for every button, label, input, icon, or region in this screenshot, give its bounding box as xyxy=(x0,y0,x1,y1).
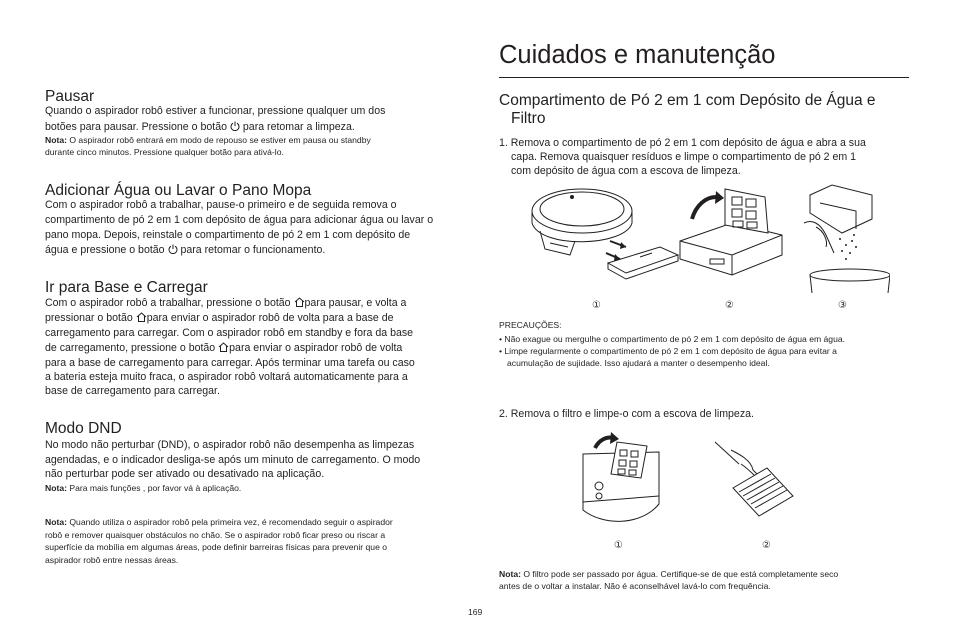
body-text-part: de carregamento, pressione o botão xyxy=(45,342,216,354)
precaution-item: • Não exague ou mergulhe o compartimento de pó 2 em 1 com depósito de água em água. xyxy=(499,334,846,344)
dustbin-drawing xyxy=(608,247,678,279)
filter-removal-illustration xyxy=(555,430,795,530)
section-heading-agua: Adicionar Água ou Lavar o Pano Mopa xyxy=(45,182,312,199)
note-label: Nota: xyxy=(45,483,67,493)
figure-label: ② xyxy=(762,540,771,551)
body-text xyxy=(45,341,402,357)
body-text: carregamento para carregar. Com o aspirador robô em standby e fora da base xyxy=(45,327,414,339)
brush-cleaning-drawing xyxy=(715,442,793,516)
step-text: 1. Remova o compartimento de pó 2 em 1 com depósito de água e abra a sua xyxy=(499,137,866,149)
body-text: Quando o aspirador robô estiver a funcionar, pressione qualquer um dos xyxy=(45,105,386,117)
body-text: compartimento de pó 2 em 1 com depósito de água para adicionar água ou lavar o xyxy=(45,214,434,226)
note-text: durante cinco minutos. Pressione qualquer botão para ativá-lo. xyxy=(45,147,284,157)
note-body: O filtro pode ser passado por água. Certifique-se de que está completamente seco xyxy=(523,569,839,579)
precaution-text: Limpe regularmente o compartimento de pó 2 em 1 com depósito de água para evitar a xyxy=(504,346,837,356)
page-title: Cuidados e manutenção xyxy=(499,41,776,69)
note-text xyxy=(499,568,838,580)
note-text: aspirador robô entre nessas áreas. xyxy=(45,555,179,565)
precaution-item: • Limpe regularmente o compartimento de pó 2 em 1 com depósito de água para evitar a xyxy=(499,346,837,356)
robot-vacuum-drawing xyxy=(532,189,632,255)
note-text: robô e remover quaisquer obstáculos no chão. Se o aspirador robô ficar preso ou riscar a xyxy=(45,530,386,540)
step-text: 2. Remova o filtro e limpe-o com a escova de limpeza. xyxy=(499,408,754,420)
open-dustbin-filter-drawing xyxy=(583,432,659,521)
note-body: Para mais funções , por favor vá à aplicação. xyxy=(69,483,242,493)
power-icon xyxy=(230,121,240,131)
body-text: No modo não perturbar (DND), o aspirador robô não desempenha as limpezas xyxy=(45,439,415,451)
section-heading-base: Ir para Base e Carregar xyxy=(45,279,208,296)
home-icon xyxy=(218,342,229,352)
body-text xyxy=(45,311,393,327)
section-heading-compartimento: Compartimento de Pó 2 em 1 com Depósito de Água e xyxy=(499,92,876,109)
body-text-part: para enviar o aspirador robô de volta xyxy=(229,342,403,354)
body-text: a bateria esteja muito fraca, o aspirador robô voltará automaticamente para a xyxy=(45,371,408,383)
body-text: Com o aspirador robô a trabalhar, pause-o primeiro e de seguida remova o xyxy=(45,199,397,211)
figure-label: ③ xyxy=(838,300,847,311)
power-icon xyxy=(168,244,178,254)
body-text: agendadas, e o indicador desliga-se após um minuto de carregamento. O modo xyxy=(45,454,421,466)
body-text-part: água e pressione o botão xyxy=(45,244,165,256)
body-text: pano mopa. Depois, reinstale o compartimento de pó 2 em 1 com depósito de xyxy=(45,229,411,241)
emptying-drawing xyxy=(804,185,890,293)
note-text xyxy=(45,134,371,146)
figure-label: ① xyxy=(592,300,601,311)
note-text xyxy=(45,482,241,494)
section-heading-pausar: Pausar xyxy=(45,88,95,105)
body-text-part: Com o aspirador robô a trabalhar, pressione o botão xyxy=(45,297,291,309)
body-text: para a base de carregamento para carregar. Após terminar uma tarefa ou caso xyxy=(45,357,415,369)
note-text: superfície da mobília em algumas áreas, pode definir barreiras físicas para prevenir que o xyxy=(45,542,388,552)
figure-label: ② xyxy=(725,300,734,311)
body-text: não perturbar pode ser ativado ou desativado na aplicação. xyxy=(45,468,325,480)
body-text-part: pressionar o botão xyxy=(45,312,133,324)
note-label: Nota: xyxy=(45,517,67,527)
section-heading-compartimento-cont: Filtro xyxy=(511,110,546,127)
note-label: Nota: xyxy=(499,569,521,579)
title-rule xyxy=(499,77,909,78)
precaution-text: Não exague ou mergulhe o compartimento de pó 2 em 1 com depósito de água em água. xyxy=(504,334,846,344)
precautions-title: PRECAUÇÕES: xyxy=(499,320,562,330)
note-body: Quando utiliza o aspirador robô pela primeira vez, é recomendado seguir o aspirador xyxy=(69,517,393,527)
figure-label: ① xyxy=(614,540,623,551)
step-text: capa. Remova quaisquer resíduos e limpe o compartimento de pó 2 em 1 xyxy=(511,151,857,163)
step-text: com depósito de água com a escova de limpeza. xyxy=(511,165,741,177)
note-body: O aspirador robô entrará em modo de repouso se estiver em pausa ou standby xyxy=(69,135,371,145)
body-text xyxy=(45,296,406,312)
body-text-part: botões para pausar. Pressione o botão xyxy=(45,121,227,133)
body-text-part: para retomar o funcionamento. xyxy=(180,244,326,256)
body-text-part: para retomar a limpeza. xyxy=(242,121,355,133)
body-text xyxy=(45,243,325,259)
home-icon xyxy=(136,312,147,322)
note-label: Nota: xyxy=(45,135,67,145)
precaution-text: acumulação de sujidade. Isso ajudará a manter o desempenho ideal. xyxy=(507,358,770,368)
body-text-part: para pausar, e volta a xyxy=(304,297,407,309)
body-text: base de carregamento para carregar. xyxy=(45,385,220,397)
home-icon xyxy=(294,297,305,307)
open-dustbin-drawing xyxy=(680,189,782,275)
note-text: antes de o voltar a instalar. Não é aconselhável lavá-lo com frequência. xyxy=(499,581,771,591)
section-heading-dnd: Modo DND xyxy=(45,420,122,437)
note-text xyxy=(45,516,393,528)
page-number: 169 xyxy=(468,607,483,617)
dustbin-removal-illustration xyxy=(520,183,890,293)
body-text-part: para enviar o aspirador robô de volta para a base de xyxy=(146,312,394,324)
